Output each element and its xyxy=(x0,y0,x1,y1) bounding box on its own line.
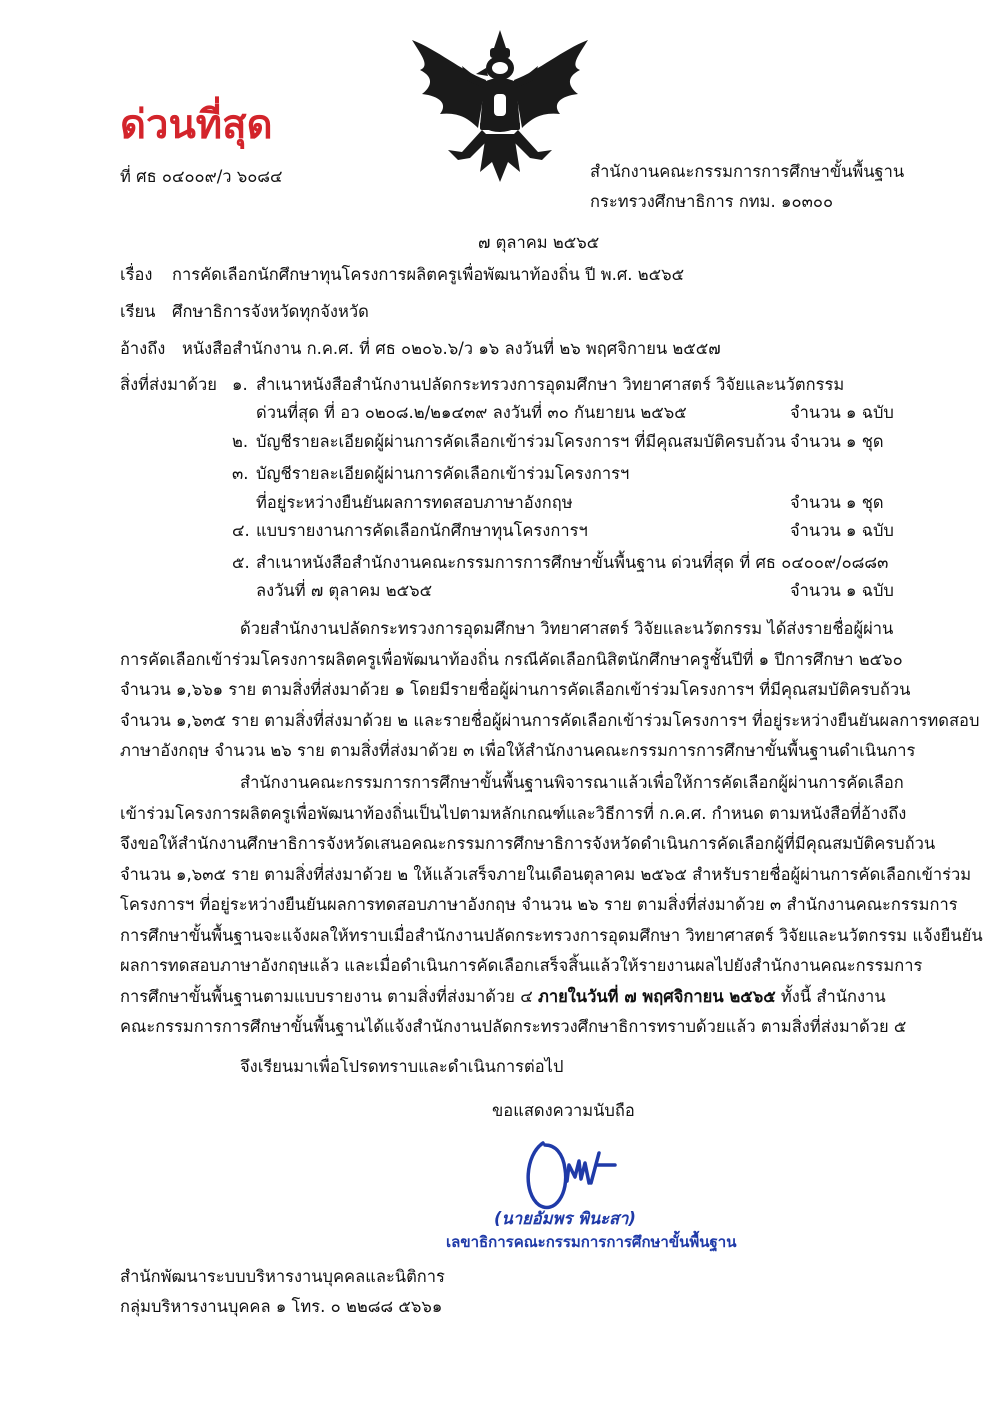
enclosures-label: สิ่งที่ส่งมาด้วย xyxy=(120,375,217,394)
line-text: การศึกษาขั้นพื้นฐานตามแบบรายงาน ตามสิ่งที่ส่งมาด้วย ๔ xyxy=(120,986,538,1006)
enclosure-number: ๔. xyxy=(232,521,250,540)
document-date: ๗ ตุลาคม ๒๕๖๕ xyxy=(478,233,600,252)
reference-text: หนังสือสำนักงาน ก.ค.ศ. ที่ ศธ ๐๒๐๖.๖/ว ๑๖ ลงวันที่ ๒๖ พฤศจิกายน ๒๕๕๗ xyxy=(182,339,721,358)
reference-label: อ้างถึง xyxy=(120,339,166,358)
enclosure-number: ๕. xyxy=(232,553,250,572)
enclosure-text: สำเนาหนังสือสำนักงานคณะกรรมการการศึกษาขั้นพื้นฐาน ด่วนที่สุด ที่ ศธ ๐๔๐๐๙/๐๘๘๓ xyxy=(256,553,889,572)
enclosure-text-cont: ด่วนที่สุด ที่ อว ๐๒๐๘.๒/๒๑๔๓๙ ลงวันที่ ๓๐ กันยายน ๒๕๖๕ xyxy=(256,403,687,422)
enclosure-qty: จำนวน ๑ ฉบับ xyxy=(790,403,894,422)
paragraph-line: จำนวน ๑,๖๓๕ ราย ตามสิ่งที่ส่งมาด้วย ๒ และรายชื่อผู้ผ่านการคัดเลือกเข้าร่วมโครงการฯ ที่อยู่ระหว่างยืนยันผลการทดสอบ xyxy=(120,710,980,730)
paragraph-line: การศึกษาขั้นพื้นฐานจะแจ้งผลให้ทราบเมื่อสำนักงานปลัดกระทรวงการอุดมศึกษา วิทยาศาสตร์ วิจัยและนวัตกรรม แจ้งยืนยัน xyxy=(120,925,983,945)
paragraph-line xyxy=(120,982,905,1013)
paragraph-line: คณะกรรมการการศึกษาขั้นพื้นฐานได้แจ้งสำนักงานปลัดกระทรวงศึกษาธิการทราบด้วยแล้ว ตามสิ่งที่ส่งมาด้วย ๕ xyxy=(120,1017,907,1036)
body-paragraph-2 xyxy=(120,768,983,1043)
paragraph-line: เข้าร่วมโครงการผลิตครูเพื่อพัฒนาท้องถิ่นเป็นไปตามหลักเกณฑ์และวิธีการที่ ก.ค.ศ. กำหนด ตามหนังสือที่อ้างถึง xyxy=(120,803,907,823)
enclosure-qty: จำนวน ๑ ฉบับ xyxy=(790,521,894,540)
urgency-label: ด่วนที่สุด xyxy=(120,102,273,148)
footer-office: สำนักพัฒนาระบบบริหารงานบุคคลและนิติการ xyxy=(120,1267,445,1286)
footer-contact: กลุ่มบริหารงานบุคคล ๑ โทร. ๐ ๒๒๘๘ ๕๖๖๑ xyxy=(120,1297,443,1316)
regards-text: ขอแสดงความนับถือ xyxy=(492,1101,635,1120)
subject-text: การคัดเลือกนักศึกษาทุนโครงการผลิตครูเพื่อพัฒนาท้องถิ่น ปี พ.ศ. ๒๕๖๕ xyxy=(172,265,685,284)
paragraph-line: จำนวน ๑,๖๖๑ ราย ตามสิ่งที่ส่งมาด้วย ๑ โดยมีรายชื่อผู้ผ่านการคัดเลือกเข้าร่วมโครงการฯ ที่มีคุณสมบัติครบถ้วน xyxy=(120,680,911,699)
signatory-name: (นายอัมพร พินะสา) xyxy=(494,1209,636,1228)
enclosure-number: ๑. xyxy=(232,375,248,394)
enclosure-text: แบบรายงานการคัดเลือกนักศึกษาทุนโครงการฯ xyxy=(256,521,588,540)
body-paragraph-1 xyxy=(120,614,980,767)
paragraph-line: จึงขอให้สำนักงานศึกษาธิการจังหวัดเสนอคณะกรรมการศึกษาธิการจังหวัดดำเนินการคัดเลือกผู้ที่มีคุณสมบัติครบถ้วน xyxy=(120,834,936,853)
garuda-emblem-icon xyxy=(400,22,600,192)
enclosure-text-cont: ที่อยู่ระหว่างยืนยันผลการทดสอบภาษาอังกฤษ xyxy=(256,493,573,512)
paragraph-line: ด้วยสำนักงานปลัดกระทรวงการอุดมศึกษา วิทยาศาสตร์ วิจัยและนวัตกรรม ได้ส่งรายชื่อผู้ผ่าน xyxy=(240,619,894,638)
enclosure-qty: จำนวน ๑ ชุด xyxy=(790,432,884,451)
enclosure-qty: จำนวน ๑ ชุด xyxy=(790,493,884,512)
subject-label: เรื่อง xyxy=(120,265,153,284)
handwritten-signature-icon xyxy=(515,1135,625,1215)
paragraph-line: จำนวน ๑,๖๓๕ ราย ตามสิ่งที่ส่งมาด้วย ๒ ให้แล้วเสร็จภายในเดือนตุลาคม ๒๕๖๕ สำหรับรายชื่อผู้ผ่านการคัดเลือกเข้าร่วม xyxy=(120,864,972,884)
enclosure-text: สำเนาหนังสือสำนักงานปลัดกระทรวงการอุดมศึกษา วิทยาศาสตร์ วิจัยและนวัตกรรม xyxy=(256,375,845,394)
line-text: ทั้งนี้ สำนักงาน xyxy=(775,986,886,1006)
document-number: ที่ ศธ ๐๔๐๐๙/ว ๖๐๘๔ xyxy=(120,167,283,186)
paragraph-line: สำนักงานคณะกรรมการการศึกษาขั้นพื้นฐานพิจารณาแล้วเพื่อให้การคัดเลือกผู้ผ่านการคัดเลือก xyxy=(240,773,904,792)
enclosure-number: ๒. xyxy=(232,432,249,451)
agency-name: สำนักงานคณะกรรมการการศึกษาขั้นพื้นฐาน xyxy=(590,162,905,181)
agency-address: กระทรวงศึกษาธิการ กทม. ๑๐๓๐๐ xyxy=(590,192,834,211)
deadline-text: ภายในวันที่ ๗ พฤศจิกายน ๒๕๖๕ xyxy=(537,986,776,1006)
signatory-position: เลขาธิการคณะกรรมการการศึกษาขั้นพื้นฐาน xyxy=(446,1233,737,1251)
recipient-text: ศึกษาธิการจังหวัดทุกจังหวัด xyxy=(172,302,369,321)
enclosure-text: บัญชีรายละเอียดผู้ผ่านการคัดเลือกเข้าร่วมโครงการฯ xyxy=(256,464,630,483)
enclosure-text-cont: ลงวันที่ ๗ ตุลาคม ๒๕๖๕ xyxy=(256,581,433,600)
paragraph-line: ภาษาอังกฤษ จำนวน ๒๖ ราย ตามสิ่งที่ส่งมาด้วย ๓ เพื่อให้สำนักงานคณะกรรมการการศึกษาขั้นพื้นฐานดำเนินการ xyxy=(120,741,916,760)
closing-text: จึงเรียนมาเพื่อโปรดทราบและดำเนินการต่อไป xyxy=(240,1057,564,1076)
paragraph-line: ผลการทดสอบภาษาอังกฤษแล้ว และเมื่อดำเนินการคัดเลือกเสร็จสิ้นแล้วให้รายงานผลไปยังสำนักงานคณะกรรมการ xyxy=(120,956,923,975)
enclosure-qty: จำนวน ๑ ฉบับ xyxy=(790,581,894,600)
paragraph-line: โครงการฯ ที่อยู่ระหว่างยืนยันผลการทดสอบภาษาอังกฤษ จำนวน ๒๖ ราย ตามสิ่งที่ส่งมาด้วย ๓ สำนักงานคณะกรรมการ xyxy=(120,895,958,914)
paragraph-line: การคัดเลือกเข้าร่วมโครงการผลิตครูเพื่อพัฒนาท้องถิ่น กรณีคัดเลือกนิสิตนักศึกษาครูชั้นปีที่ ๑ ปีการศึกษา ๒๕๖๐ xyxy=(120,649,903,669)
recipient-label: เรียน xyxy=(120,302,156,321)
enclosure-text: บัญชีรายละเอียดผู้ผ่านการคัดเลือกเข้าร่วมโครงการฯ ที่มีคุณสมบัติครบถ้วน xyxy=(256,432,786,451)
enclosure-number: ๓. xyxy=(232,464,249,483)
